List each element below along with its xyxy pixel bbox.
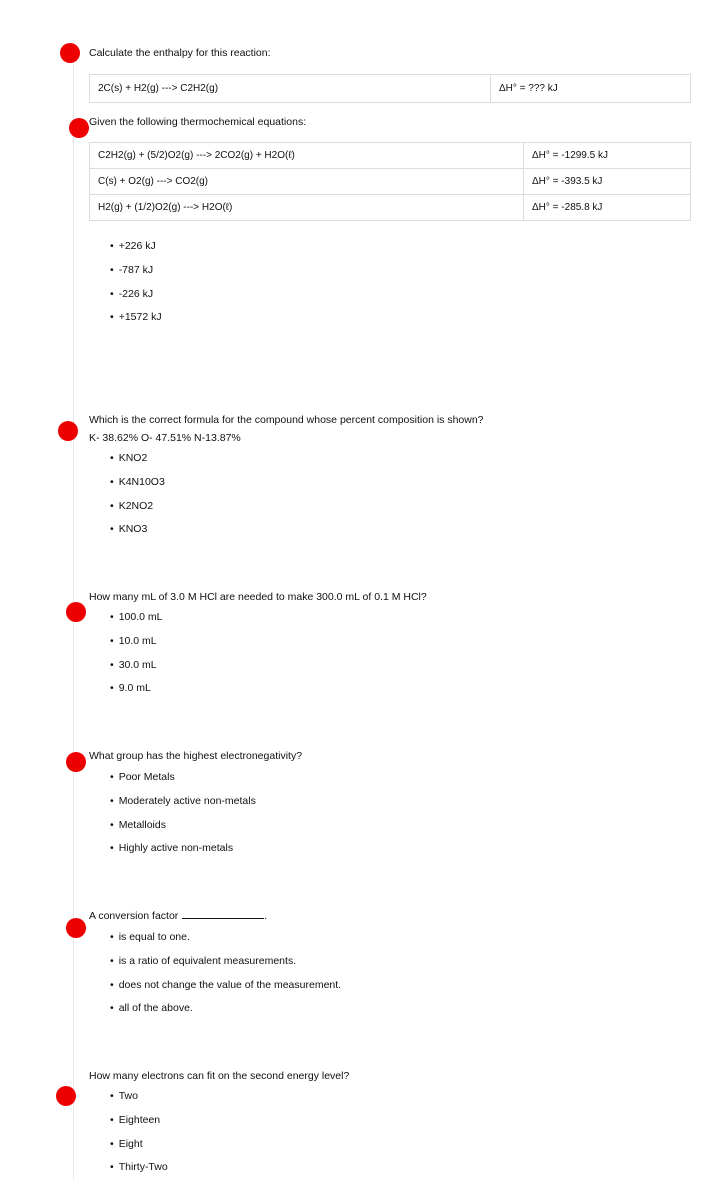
equation-cell: C(s) + O2(g) ---> CO2(g) [90,169,524,195]
answer-option[interactable]: • all of the above. [110,1002,193,1014]
enthalpy-cell: ΔH° = -285.8 kJ [524,195,691,221]
answer-option[interactable]: • does not change the value of the measurement. [110,979,341,991]
answer-option[interactable]: • -226 kJ [110,288,153,300]
answer-option[interactable]: • KNO3 [110,523,147,535]
answer-option[interactable]: • Thirty-Two [110,1161,168,1173]
question-1-marker [60,43,80,63]
table-row [90,195,691,221]
answer-option[interactable]: • +226 kJ [110,240,156,252]
question-2-prompt: Which is the correct formula for the compound whose percent composition is shown? [89,414,484,426]
target-reaction: 2C(s) + H2(g) ---> C2H2(g) [90,75,491,103]
table-row [90,169,691,195]
question-5-marker [66,918,86,938]
answer-option[interactable]: • Eighteen [110,1114,160,1126]
equation-cell: C2H2(g) + (5/2)O2(g) ---> 2CO2(g) + H2O(ℓ) [90,143,524,169]
answer-option[interactable]: • +1572 kJ [110,311,162,323]
answer-option[interactable]: • Poor Metals [110,771,175,783]
answer-option[interactable]: • Highly active non-metals [110,842,233,854]
answer-option[interactable]: • is a ratio of equivalent measurements. [110,955,296,967]
answer-option[interactable]: • Two [110,1090,138,1102]
question-3-prompt: How many mL of 3.0 M HCl are needed to make 300.0 mL of 0.1 M HCl? [89,591,427,603]
question-5-prompt [89,910,267,922]
fill-in-blank-line [182,910,264,919]
question-4-prompt: What group has the highest electronegativity? [89,750,303,762]
answer-option[interactable]: • 30.0 mL [110,659,157,671]
question-3-marker [66,602,86,622]
answer-option[interactable]: • Metalloids [110,819,166,831]
answer-option[interactable]: • Moderately active non-metals [110,795,256,807]
answer-option[interactable]: • K2NO2 [110,500,153,512]
answer-option[interactable]: • -787 kJ [110,264,153,276]
question-2-marker [58,421,78,441]
table-row [90,143,691,169]
enthalpy-cell: ΔH° = -1299.5 kJ [524,143,691,169]
answer-option[interactable]: • Eight [110,1138,143,1150]
question-5-prompt-text: A conversion factor [89,910,179,922]
question-6-marker [56,1086,76,1106]
answer-option[interactable]: • is equal to one. [110,931,190,943]
answer-option[interactable]: • 10.0 mL [110,635,157,647]
answer-option[interactable]: • K4N10O3 [110,476,165,488]
answer-option[interactable]: • 9.0 mL [110,682,151,694]
question-1-prompt: Calculate the enthalpy for this reaction: [89,47,271,59]
equation-cell: H2(g) + (1/2)O2(g) ---> H2O(ℓ) [90,195,524,221]
given-equations-label: Given the following thermochemical equations: [89,116,307,128]
answer-option[interactable]: • KNO2 [110,452,147,464]
enthalpy-cell: ΔH° = -393.5 kJ [524,169,691,195]
question-5-prompt-end: . [264,910,268,922]
question-6-prompt: How many electrons can fit on the second energy level? [89,1070,350,1082]
target-reaction-table [89,74,691,103]
answer-option[interactable]: • 100.0 mL [110,611,162,623]
thermochemical-equations-table [89,142,691,221]
question-1b-marker [69,118,89,138]
percent-composition: K- 38.62% O- 47.51% N-13.87% [89,432,241,444]
question-4-marker [66,752,86,772]
target-reaction-enthalpy: ΔH° = ??? kJ [491,75,691,103]
